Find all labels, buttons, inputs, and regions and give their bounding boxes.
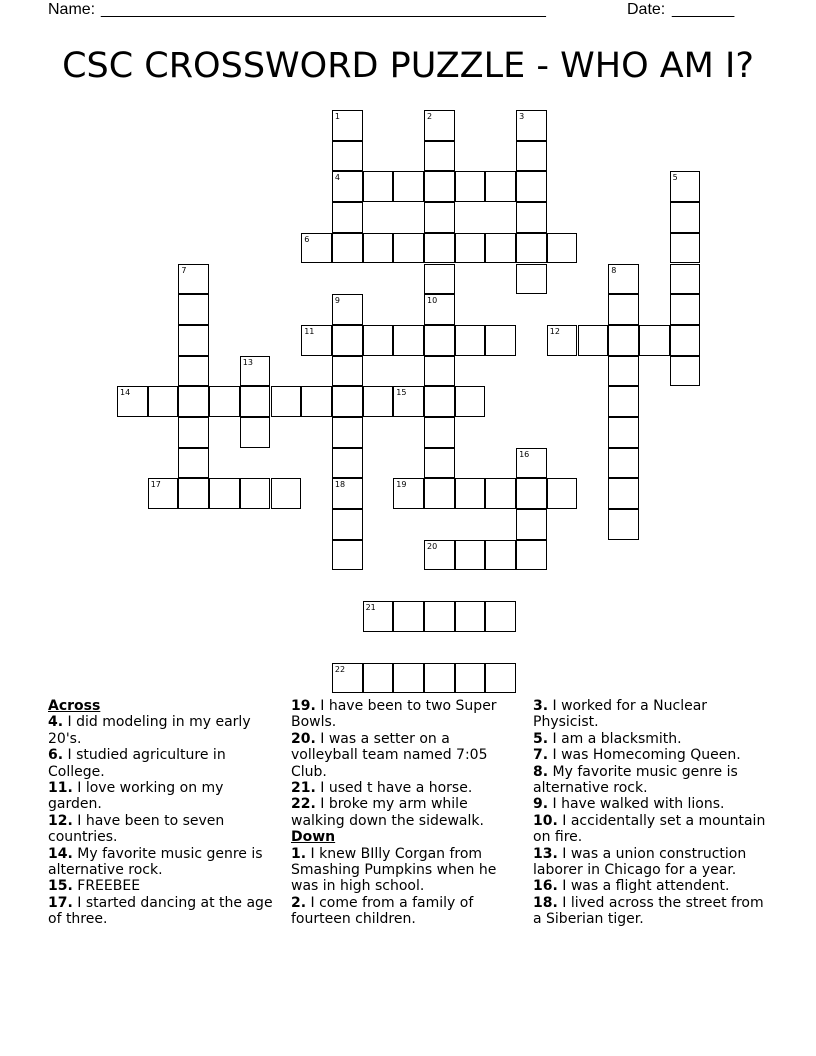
grid-cell[interactable] <box>424 478 455 509</box>
cell-number: 21 <box>365 603 376 613</box>
grid-cell[interactable] <box>455 540 486 571</box>
clue-number: 21. <box>291 780 316 797</box>
grid-cell[interactable] <box>178 478 209 509</box>
grid-cell[interactable] <box>455 663 486 694</box>
clue-number: 8. <box>533 763 549 780</box>
grid-cell[interactable] <box>670 264 701 295</box>
grid-cell[interactable] <box>393 663 424 694</box>
across-clue <box>48 780 278 813</box>
grid-cell[interactable] <box>670 325 701 356</box>
clue-text: I lived across the street from a Siberian tiger. <box>533 894 764 928</box>
down-clue <box>533 878 768 894</box>
grid-cell[interactable] <box>485 478 516 509</box>
grid-cell[interactable] <box>332 294 363 325</box>
cell-number: 7 <box>181 265 187 275</box>
cell-number: 1 <box>334 112 340 121</box>
grid-cell[interactable] <box>332 478 363 509</box>
grid-cell[interactable] <box>393 325 424 356</box>
clue-text: I have been to two Super Bowls. <box>291 698 497 731</box>
grid-cell[interactable] <box>301 386 332 417</box>
cell-number: 19 <box>396 480 407 490</box>
grid-cell[interactable] <box>148 386 179 417</box>
grid-cell[interactable] <box>516 509 547 540</box>
name-blank: __________________________________________________ <box>101 1 546 18</box>
clue-number: 3. <box>533 698 549 714</box>
down-clue <box>533 895 768 928</box>
grid-cell[interactable] <box>363 601 394 632</box>
down-clue <box>533 698 768 731</box>
across-clue <box>48 878 278 894</box>
cell-number: 3 <box>519 112 525 121</box>
grid-cell[interactable] <box>424 601 455 632</box>
cell-number: 12 <box>549 326 560 336</box>
page-title: CSC CROSSWORD PUZZLE - WHO AM I? <box>62 46 754 86</box>
clue-number: 4. <box>48 714 64 731</box>
grid-cell[interactable] <box>240 386 271 417</box>
grid-cell[interactable] <box>363 325 394 356</box>
clue-number: 7. <box>533 747 549 764</box>
grid-cell[interactable] <box>332 356 363 387</box>
grid-cell[interactable] <box>240 478 271 509</box>
grid-cell[interactable] <box>332 171 363 202</box>
grid-cell[interactable] <box>424 171 455 202</box>
clue-text: I come from a family of fourteen children. <box>291 894 474 928</box>
grid-cell[interactable] <box>424 264 455 295</box>
grid-cell[interactable] <box>578 325 609 356</box>
name-label: Name: <box>48 1 96 18</box>
grid-cell[interactable] <box>516 540 547 571</box>
grid-cell[interactable] <box>332 509 363 540</box>
grid-cell[interactable] <box>424 663 455 694</box>
grid-cell[interactable] <box>547 233 578 264</box>
cell-number: 9 <box>334 296 340 306</box>
date-label: Date: <box>627 1 666 18</box>
grid-cell[interactable] <box>485 171 516 202</box>
across-heading: Across <box>48 698 101 714</box>
grid-cell[interactable] <box>393 233 424 264</box>
cell-number: 2 <box>427 112 433 121</box>
clue-text: I knew BIlly Corgan from Smashing Pumpkins when he was in high school. <box>291 845 497 895</box>
grid-cell[interactable] <box>178 264 209 295</box>
across-clue <box>48 895 278 928</box>
cell-number: 5 <box>672 173 678 183</box>
grid-cell[interactable] <box>608 509 639 540</box>
grid-cell[interactable] <box>455 478 486 509</box>
clues-column-2 <box>291 698 511 928</box>
grid-cell[interactable] <box>178 386 209 417</box>
down-clue <box>533 747 768 763</box>
grid-cell[interactable] <box>393 171 424 202</box>
grid-cell[interactable] <box>485 325 516 356</box>
clue-text: I was a union construction laborer in Chicago for a year. <box>533 845 747 879</box>
grid-cell[interactable] <box>516 233 547 264</box>
clue-text: I broke my arm while walking down the sidewalk. <box>291 796 484 829</box>
grid-cell[interactable] <box>485 540 516 571</box>
grid-cell[interactable] <box>516 141 547 172</box>
across-clue <box>291 796 511 829</box>
clue-text: I am a blacksmith. <box>552 730 682 747</box>
grid-cell[interactable] <box>670 171 701 202</box>
down-heading: Down <box>291 829 336 846</box>
grid-cell[interactable] <box>455 325 486 356</box>
cell-number: 13 <box>242 357 253 367</box>
clue-number: 11. <box>48 780 73 797</box>
clue-number: 16. <box>533 878 558 895</box>
grid-cell[interactable] <box>424 141 455 172</box>
grid-cell[interactable] <box>424 386 455 417</box>
grid-cell[interactable] <box>178 448 209 479</box>
grid-cell[interactable] <box>332 540 363 571</box>
across-clue <box>291 698 511 731</box>
clues-column-3 <box>533 698 768 928</box>
grid-cell[interactable] <box>332 663 363 694</box>
clue-text: I have been to seven countries. <box>48 812 225 846</box>
clue-text: I worked for a Nuclear Physicist. <box>533 698 708 731</box>
across-clue <box>48 813 278 846</box>
cell-number: 14 <box>120 388 131 398</box>
across-clue <box>48 846 278 879</box>
grid-cell[interactable] <box>424 294 455 325</box>
down-clue <box>533 764 768 797</box>
clue-text: I was a setter on a volleyball team named 7:05 Club. <box>291 730 488 780</box>
grid-cell[interactable] <box>485 601 516 632</box>
clue-number: 10. <box>533 812 558 829</box>
clue-number: 2. <box>291 894 307 911</box>
clue-number: 13. <box>533 845 558 862</box>
grid-cell[interactable] <box>455 601 486 632</box>
grid-cell[interactable] <box>424 540 455 571</box>
grid-cell[interactable] <box>424 233 455 264</box>
date-blank: _______ <box>672 1 735 18</box>
grid-cell[interactable] <box>271 386 302 417</box>
clue-text: I started dancing at the age of three. <box>48 894 273 928</box>
grid-cell[interactable] <box>271 478 302 509</box>
grid-cell[interactable] <box>670 202 701 233</box>
grid-cell[interactable] <box>670 294 701 325</box>
grid-cell[interactable] <box>332 141 363 172</box>
down-clue <box>291 895 511 928</box>
grid-cell[interactable] <box>608 264 639 295</box>
across-clue <box>48 747 278 780</box>
cell-number: 22 <box>334 664 346 674</box>
grid-cell[interactable] <box>608 294 639 325</box>
grid-cell[interactable] <box>332 110 363 141</box>
grid-cell[interactable] <box>240 356 271 387</box>
clue-number: 6. <box>48 747 64 764</box>
grid-cell[interactable] <box>148 478 179 509</box>
grid-cell[interactable] <box>240 417 271 448</box>
clue-text: I have walked with lions. <box>552 796 725 813</box>
grid-cell[interactable] <box>455 233 486 264</box>
grid-cell[interactable] <box>178 294 209 325</box>
grid-cell[interactable] <box>363 386 394 417</box>
clue-number: 17. <box>48 894 73 911</box>
clue-text: I was Homecoming Queen. <box>552 747 741 764</box>
grid-cell[interactable] <box>363 663 394 694</box>
grid-cell[interactable] <box>547 478 578 509</box>
grid-cell[interactable] <box>608 325 639 356</box>
clue-number: 1. <box>291 845 307 862</box>
clue-number: 22. <box>291 796 316 813</box>
cell-number: 16 <box>519 449 530 459</box>
clue-text: My favorite music genre is alternative rock. <box>533 763 738 797</box>
grid-cell[interactable] <box>332 325 363 356</box>
grid-cell[interactable] <box>516 264 547 295</box>
grid-cell[interactable] <box>516 171 547 202</box>
clue-number: 15. <box>48 878 73 895</box>
grid-cell[interactable] <box>670 233 701 264</box>
grid-cell[interactable] <box>608 417 639 448</box>
clue-number: 18. <box>533 894 558 911</box>
grid-cell[interactable] <box>332 202 363 233</box>
grid-cell[interactable] <box>393 601 424 632</box>
grid-cell[interactable] <box>608 356 639 387</box>
clue-text: I was a flight attendent. <box>562 878 730 895</box>
clues-column-1 <box>48 698 278 928</box>
grid-cell[interactable] <box>608 448 639 479</box>
clue-text: I studied agriculture in College. <box>48 747 226 780</box>
grid-cell[interactable] <box>117 386 148 417</box>
grid-cell[interactable] <box>424 448 455 479</box>
clue-number: 5. <box>533 730 549 747</box>
clue-number: 19. <box>291 698 316 714</box>
grid-cell[interactable] <box>178 356 209 387</box>
clue-number: 20. <box>291 730 316 747</box>
grid-cell[interactable] <box>301 325 332 356</box>
down-clue <box>533 731 768 747</box>
across-clue <box>291 780 511 796</box>
clue-text: I accidentally set a mountain on fire. <box>533 812 766 846</box>
grid-cell[interactable] <box>332 417 363 448</box>
cell-number: 20 <box>427 541 438 551</box>
grid-cell[interactable] <box>516 110 547 141</box>
clue-text: My favorite music genre is alternative rock. <box>48 845 263 879</box>
grid-cell[interactable] <box>485 233 516 264</box>
grid-cell[interactable] <box>639 325 670 356</box>
grid-cell[interactable] <box>516 478 547 509</box>
down-clue <box>533 846 768 879</box>
down-clue <box>291 846 511 895</box>
grid-cell[interactable] <box>209 386 240 417</box>
grid-cell[interactable] <box>424 202 455 233</box>
cell-number: 17 <box>150 480 161 490</box>
clue-text: FREEBEE <box>77 878 141 895</box>
grid-cell[interactable] <box>608 386 639 417</box>
clue-number: 9. <box>533 796 549 813</box>
grid-cell[interactable] <box>301 233 332 264</box>
down-clue <box>533 796 768 812</box>
grid-cell[interactable] <box>332 233 363 264</box>
grid-cell[interactable] <box>516 202 547 233</box>
grid-cell[interactable] <box>547 325 578 356</box>
grid-cell[interactable] <box>485 663 516 694</box>
grid-cell[interactable] <box>424 417 455 448</box>
grid-cell[interactable] <box>455 386 486 417</box>
across-clue <box>48 714 278 747</box>
cell-number: 18 <box>334 480 346 490</box>
grid-cell[interactable] <box>424 110 455 141</box>
grid-cell[interactable] <box>363 233 394 264</box>
cell-number: 8 <box>611 265 617 275</box>
grid-cell[interactable] <box>670 356 701 387</box>
grid-cell[interactable] <box>178 417 209 448</box>
grid-cell[interactable] <box>424 356 455 387</box>
grid-cell[interactable] <box>209 478 240 509</box>
cell-number: 10 <box>427 296 438 306</box>
across-clue <box>291 731 511 780</box>
grid-cell[interactable] <box>424 325 455 356</box>
clue-text: I used t have a horse. <box>320 780 473 797</box>
grid-cell[interactable] <box>455 171 486 202</box>
grid-cell[interactable] <box>393 478 424 509</box>
cell-number: 15 <box>396 388 407 398</box>
clue-number: 12. <box>48 812 73 829</box>
grid-cell[interactable] <box>516 448 547 479</box>
grid-cell[interactable] <box>332 386 363 417</box>
grid-cell[interactable] <box>393 386 424 417</box>
clue-number: 14. <box>48 845 73 862</box>
cell-number: 11 <box>304 326 315 336</box>
cell-number: 6 <box>304 234 310 244</box>
clue-text: I did modeling in my early 20's. <box>48 714 251 747</box>
cell-number: 4 <box>334 173 340 183</box>
grid-cell[interactable] <box>178 325 209 356</box>
grid-cell[interactable] <box>332 448 363 479</box>
clue-text: I love working on my garden. <box>48 780 224 813</box>
grid-cell[interactable] <box>363 171 394 202</box>
clues-section <box>0 698 816 958</box>
down-clue <box>533 813 768 846</box>
grid-cell[interactable] <box>608 478 639 509</box>
